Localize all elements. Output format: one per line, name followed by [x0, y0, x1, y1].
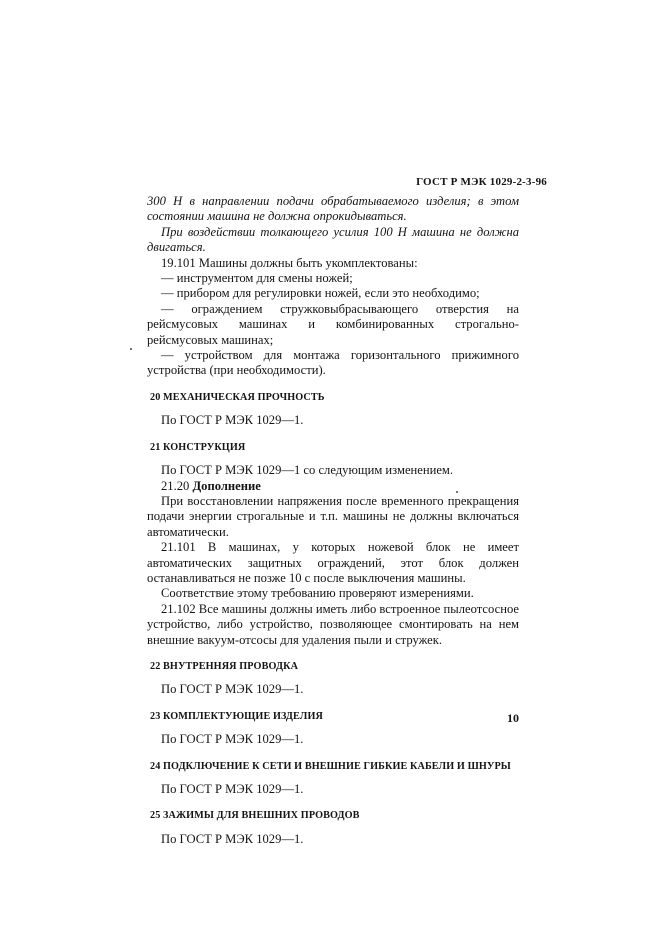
paragraph-push-force: При воздействии толкающего усилия 100 Н машина не должна двигаться.: [147, 224, 519, 255]
section-20-text: По ГОСТ Р МЭК 1029—1.: [161, 413, 304, 428]
paragraph-21-101: 21.101 В машинах, у которых ножевой блок не имеет автоматических защитных ограждений, этот блок должен останавливаться не позже 10 с после выключения машины.: [147, 540, 519, 585]
section-heading-20: 20 МЕХАНИЧЕСКАЯ ПРОЧНОСТЬ: [150, 391, 325, 403]
section-heading-21: 21 КОНСТРУКЦИЯ: [150, 441, 246, 453]
section-22-text: По ГОСТ Р МЭК 1029—1.: [161, 682, 304, 697]
paragraph-continuation: 300 Н в направлении подачи обрабатываемого изделия; в этом состоянии машина не должна опрокидываться.: [147, 194, 519, 224]
scan-speck: [456, 491, 458, 493]
list-item: — инструментом для смены ножей;: [161, 271, 353, 286]
section-25-text: По ГОСТ Р МЭК 1029—1.: [161, 831, 304, 846]
document-body: [147, 194, 519, 847]
scan-speck: [130, 348, 132, 350]
subsection-21-20: [147, 479, 519, 494]
paragraph-compliance: Соответствие этому требованию проверяют измерениями.: [161, 586, 474, 601]
section-21-text: По ГОСТ Р МЭК 1029—1 со следующим изменением.: [161, 463, 454, 478]
list-item: — устройством для монтажа горизонтального прижимного устройства (при необходимости).: [147, 348, 519, 378]
section-heading-24: 24 ПОДКЛЮЧЕНИЕ К СЕТИ И ВНЕШНИЕ ГИБКИЕ КАБЕЛИ И ШНУРЫ: [150, 760, 511, 772]
list-item: — прибором для регулировки ножей, если это необходимо;: [161, 286, 480, 301]
page-number: 10: [507, 711, 519, 725]
section-heading-22: 22 ВНУТРЕННЯЯ ПРОВОДКА: [150, 660, 299, 672]
paragraph-21-102: 21.102 Все машины должны иметь либо встроенное пылеотсосное устройство, либо устройство, позволяющее смонтировать на нем внешние вакуум-отсосы для удаления пыли и стружек.: [147, 601, 519, 647]
paragraph-21-20-text: При восстановлении напряжения после временного прекращения подачи энергии строгальные и т.п. машины не должны включаться автоматически.: [147, 493, 519, 539]
section-heading-23: 23 КОМПЛЕКТУЮЩИЕ ИЗДЕЛИЯ: [150, 710, 323, 722]
section-heading-25: 25 ЗАЖИМЫ ДЛЯ ВНЕШНИХ ПРОВОДОВ: [150, 810, 360, 822]
section-24-text: По ГОСТ Р МЭК 1029—1.: [161, 782, 304, 796]
subsection-number: 21.20: [161, 478, 190, 493]
subsection-title: Дополнение: [192, 478, 261, 493]
section-23-text: По ГОСТ Р МЭК 1029—1.: [161, 732, 304, 747]
paragraph-19-101: 19.101 Машины должны быть укомплектованы:: [161, 255, 418, 270]
document-header-code: ГОСТ Р МЭК 1029-2-3-96: [416, 176, 547, 188]
list-item: — ограждением стружковыбрасывающего отверстия на рейсмусовых машинах и комбинированных строгально-рейсмусовых машинах;: [147, 301, 519, 347]
